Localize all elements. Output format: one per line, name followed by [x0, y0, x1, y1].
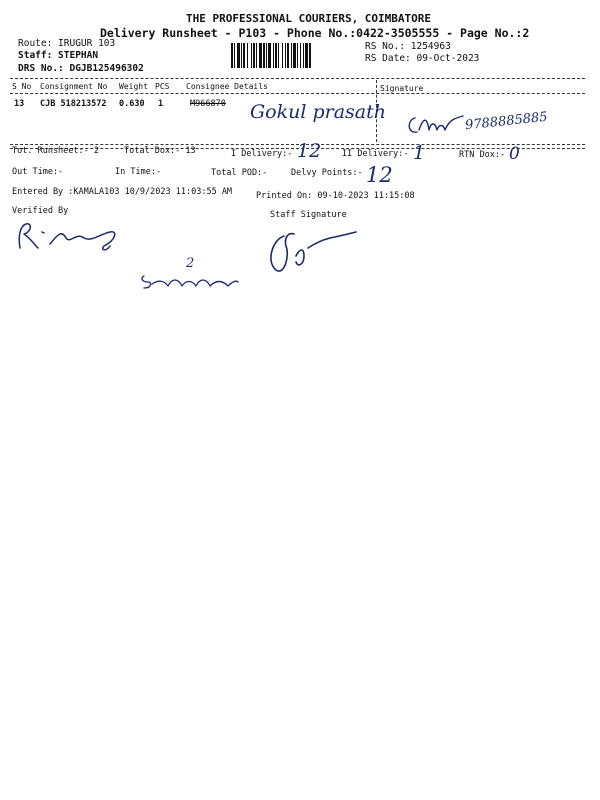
rtn-dox-label: RTN Dox:-	[459, 150, 506, 160]
rtn-dox-handwritten: 0	[509, 144, 520, 164]
drs-number: DRS No.: DGJB125496302	[18, 63, 144, 74]
col-signature: Signature	[380, 84, 424, 93]
i-delivery-label: I Delivery:-	[231, 149, 293, 159]
barcode-bar	[256, 43, 257, 68]
barcode-bar	[243, 43, 245, 68]
barcode-bar	[231, 43, 233, 68]
barcode-bar	[305, 43, 308, 68]
barcode-bar	[263, 43, 265, 68]
barcode-bar	[293, 43, 296, 68]
row-weight: 0.630	[119, 99, 145, 109]
entered-by: Entered By :KAMALA103 10/9/2023 11:03:55 AM	[12, 187, 233, 197]
rs-date: RS Date: 09-Oct-2023	[365, 53, 480, 64]
barcode-bar	[268, 43, 271, 68]
barcode-bar	[253, 43, 255, 68]
col-weight: Weight	[119, 82, 148, 91]
document-title: Delivery Runsheet - P103 - Phone No.:0422-3505555 - Page No.:2	[100, 26, 530, 40]
barcode-bar	[297, 43, 298, 68]
total-pod: Total POD:-	[211, 168, 268, 178]
barcode-bar	[251, 43, 252, 68]
ii-delivery-label: II Delivery:-	[342, 149, 409, 159]
route-text: Route: IRUGUR 103	[18, 38, 116, 49]
barcode-bar	[291, 43, 292, 68]
barcode-graphic	[230, 43, 356, 68]
barcode-bar	[247, 43, 248, 68]
verifier-second-signature	[138, 268, 242, 294]
barcode-bar	[234, 43, 235, 68]
i-delivery-handwritten: 12	[297, 140, 322, 162]
tot-runsheet: Tot. Runsheet:- 2	[12, 146, 99, 156]
barcode-bar	[287, 43, 289, 68]
barcode-bar	[275, 43, 277, 68]
barcode	[230, 43, 356, 68]
staff-signature-scribble	[264, 226, 360, 278]
barcode-bar	[282, 43, 283, 68]
delvy-points-handwritten: 12	[366, 163, 393, 187]
barcode-bar	[273, 43, 274, 68]
verified-by-label: Verified By	[12, 206, 69, 216]
delvy-points-label: Delvy Points:-	[291, 168, 363, 178]
out-time: Out Time:-	[12, 167, 64, 177]
consignee-handwritten-name: Gokul prasath	[250, 101, 387, 123]
row-consignment: CJB 518213572	[40, 99, 107, 109]
barcode-bar	[303, 43, 304, 68]
recipient-signature-scribble	[405, 112, 467, 138]
in-time: In Time:-	[115, 167, 162, 177]
col-sno: S No	[12, 82, 32, 91]
row-consignee-code: M966870	[190, 99, 226, 109]
barcode-bar	[259, 43, 262, 68]
barcode-bar	[241, 43, 242, 68]
barcode-bar	[237, 43, 240, 68]
verifier-number-handwritten: 2	[186, 256, 195, 271]
barcode-bar	[278, 43, 279, 68]
col-pcs: PCS	[155, 82, 170, 91]
barcode-bar	[309, 43, 311, 68]
table-header-rule	[10, 93, 585, 94]
recipient-phone-handwritten: 9788885885	[464, 109, 549, 134]
printed-on: Printed On: 09-10-2023 11:15:08	[256, 191, 415, 201]
company-name: THE PROFESSIONAL COURIERS, COIMBATORE	[186, 12, 432, 25]
col-consignment: Consignment No	[40, 82, 108, 91]
staff-signature-label: Staff Signature	[270, 210, 347, 220]
col-consignee: Consignee Details	[186, 82, 268, 91]
row-pcs: 1	[158, 99, 164, 109]
barcode-bar	[300, 43, 301, 68]
ii-delivery-handwritten: 1	[413, 142, 426, 164]
total-dox: Total Dox:- 13	[124, 146, 196, 156]
staff-text: Staff: STEPHAN	[18, 50, 99, 61]
verified-by-signature	[14, 218, 126, 256]
rs-number: RS No.: 1254963	[365, 41, 451, 52]
row-sno: 13	[14, 99, 25, 109]
table-top-rule	[10, 78, 585, 79]
barcode-bar	[266, 43, 267, 68]
barcode-bar	[285, 43, 286, 68]
